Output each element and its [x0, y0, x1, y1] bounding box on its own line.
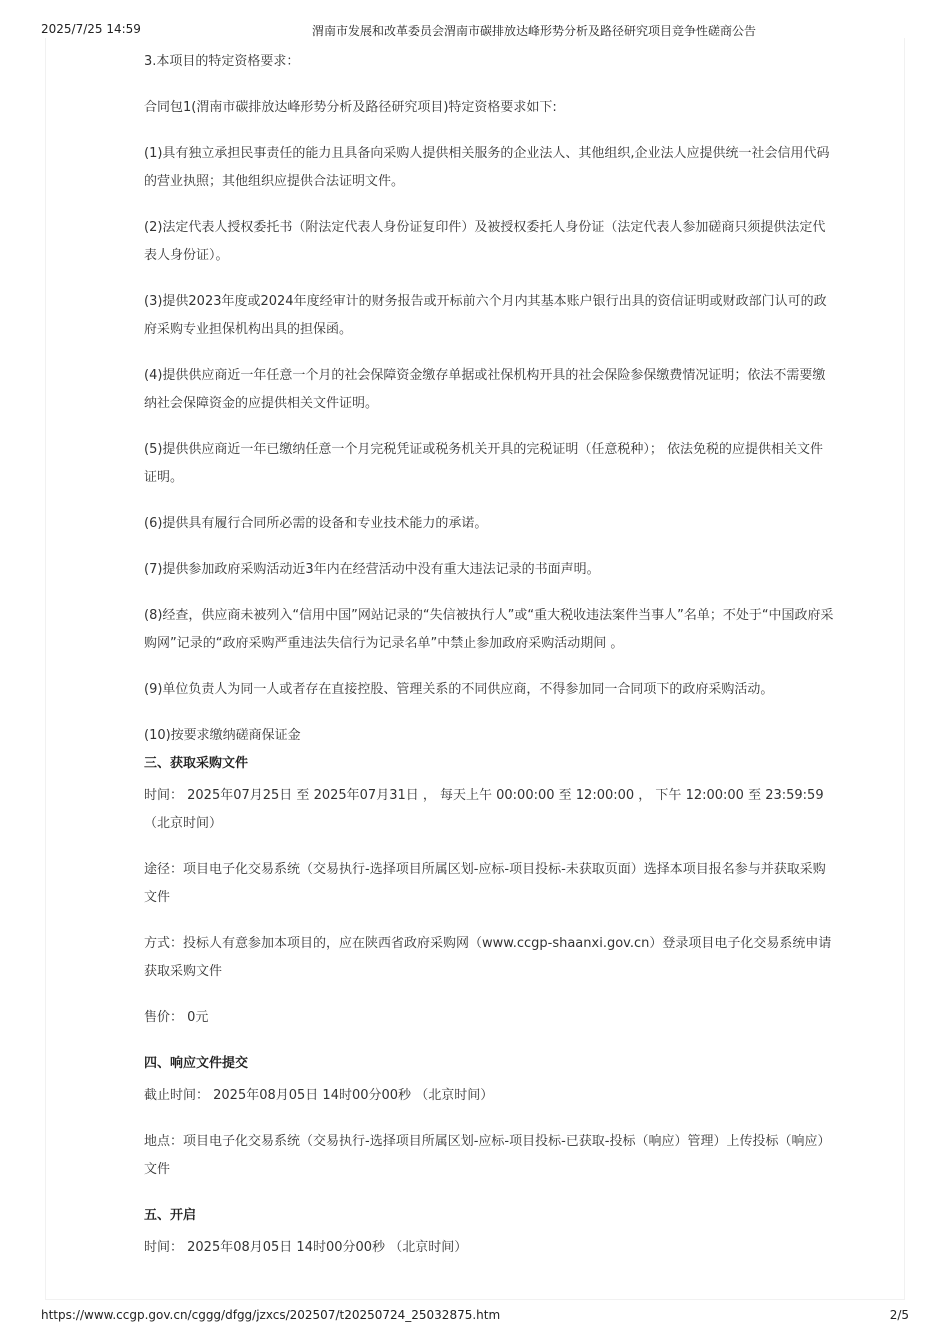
requirement-item-6: (6)提供具有履行合同所必需的设备和专业技术能力的承诺。 — [144, 516, 488, 531]
announcement-body — [144, 48, 834, 1262]
requirement-item-7: (7)提供参加政府采购活动近3年内在经营活动中没有重大违法记录的书面声明。 — [144, 562, 600, 577]
section-3-route: 途径：项目电子化交易系统（交易执行-选择项目所属区划-应标-项目投标-未获取页面）选择本项目报名参与并获取采购文件 — [144, 862, 826, 905]
requirement-item-10: (10)按要求缴纳磋商保证金 — [144, 728, 301, 743]
section-4-deadline: 截止时间： 2025年08月05日 14时00分00秒 （北京时间） — [144, 1088, 494, 1103]
print-date: 2025/7/25 14:59 — [41, 22, 141, 36]
requirement-item-8: (8)经查，供应商未被列入“信用中国”网站记录的“失信被执行人”或“重大税收违法案件当事人”名单；不处于“中国政府采购网”记录的“政府采购严重违法失信行为记录名单”中禁止参加政府采购活动期间 。 — [144, 608, 834, 651]
requirement-item-1: (1)具有独立承担民事责任的能力且具备向采购人提供相关服务的企业法人、其他组织,企业法人应提供统一社会信用代码的营业执照；其他组织应提供合法证明文件。 — [144, 146, 830, 189]
requirement-item-9: (9)单位负责人为同一人或者存在直接控股、管理关系的不同供应商，不得参加同一合同项下的政府采购活动。 — [144, 682, 774, 697]
requirement-item-3: (3)提供2023年度或2024年度经审计的财务报告或开标前六个月内其基本账户银行出具的资信证明或财政部门认可的政府采购专业担保机构出具的担保函。 — [144, 294, 827, 337]
requirement-item-5: (5)提供供应商近一年已缴纳任意一个月完税凭证或税务机关开具的完税证明（任意税种）； 依法免税的应提供相关文件证明。 — [144, 442, 824, 485]
section-4-place: 地点：项目电子化交易系统（交易执行-选择项目所属区划-应标-项目投标-已获取-投标（响应）管理）上传投标（响应）文件 — [144, 1134, 831, 1177]
page-title: 渭南市发展和改革委员会渭南市碳排放达峰形势分析及路径研究项目竞争性磋商公告 — [312, 24, 757, 38]
section-5-title: 五、开启 — [144, 1208, 197, 1223]
qualification-heading: 3.本项目的特定资格要求： — [144, 54, 300, 69]
package-requirement-intro: 合同包1(渭南市碳排放达峰形势分析及路径研究项目)特定资格要求如下: — [144, 100, 557, 115]
section-3-method: 方式：投标人有意参加本项目的，应在陕西省政府采购网（www.ccgp-shaanxi.gov.cn）登录项目电子化交易系统申请获取采购文件 — [144, 936, 832, 979]
requirement-item-2: (2)法定代表人授权委托书（附法定代表人身份证复印件）及被授权委托人身份证（法定代表人参加磋商只须提供法定代表人身份证）。 — [144, 220, 826, 263]
section-3-time: 时间： 2025年07月25日 至 2025年07月31日 ， 每天上午 00:00:00 至 12:00:00 ， 下午 12:00:00 至 23:59:59 （北京时间） — [144, 788, 824, 831]
requirement-item-4: (4)提供供应商近一年任意一个月的社会保障资金缴存单据或社保机构开具的社会保险参保缴费情况证明；依法不需要缴纳社会保障资金的应提供相关文件证明。 — [144, 368, 826, 411]
section-3-price: 售价： 0元 — [144, 1010, 209, 1025]
page-number: 2/5 — [889, 1308, 909, 1322]
section-4-title: 四、响应文件提交 — [144, 1056, 249, 1071]
section-3-title: 三、获取采购文件 — [144, 756, 249, 771]
page-url: https://www.ccgp.gov.cn/cggg/dfgg/jzxcs/202507/t20250724_25032875.htm — [41, 1308, 501, 1322]
section-5-time: 时间： 2025年08月05日 14时00分00秒 （北京时间） — [144, 1240, 468, 1255]
